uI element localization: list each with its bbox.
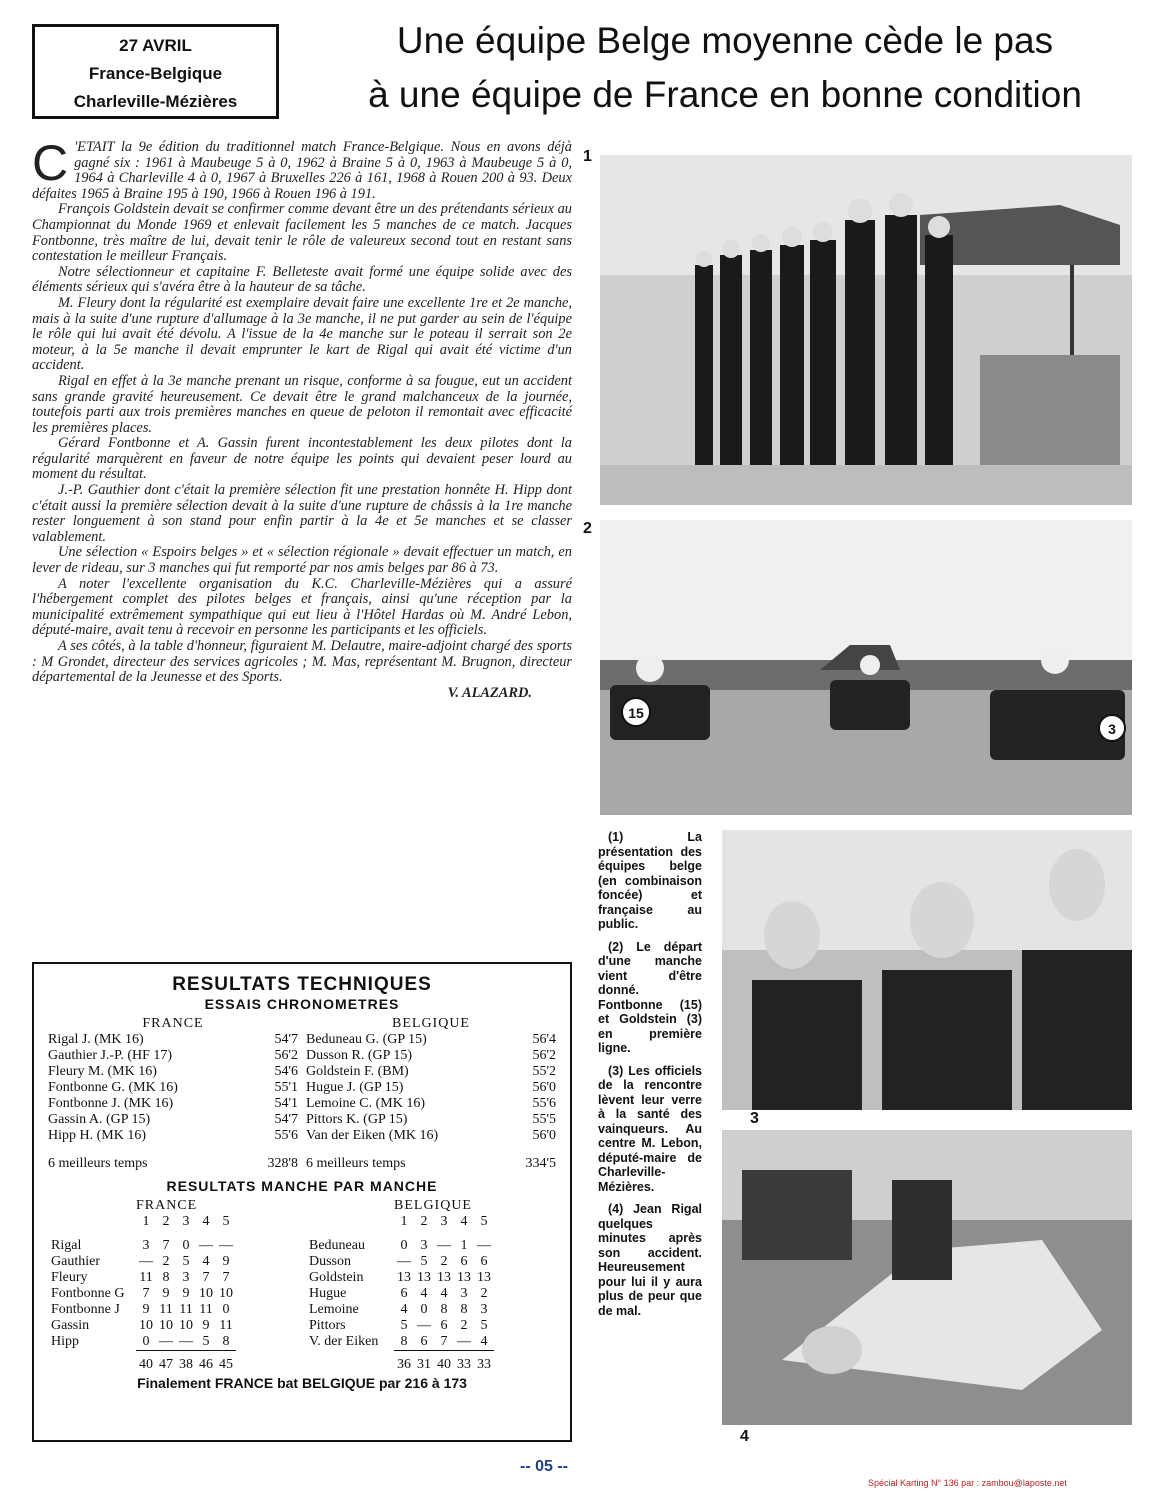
- photo-team-presentation: [600, 155, 1132, 505]
- results-title: RESULTATS TECHNIQUES: [172, 974, 432, 995]
- belgique-heats-label: BELGIQUE: [394, 1198, 472, 1213]
- table-row: Goldstein 13 13 13 13 13: [309, 1270, 491, 1285]
- caption-3: (3) Les officiels de la rencontre lèvent leur verre à la santé des vainqueurs. Au centre M. Lebon, député-maire de Charleville-Mézières.: [598, 1063, 702, 1194]
- table-row: Lemoine 4 0 8 8 3: [309, 1302, 488, 1317]
- table-row: Hipp 0 — — 5 8: [51, 1334, 230, 1350]
- final-result: Finalement FRANCE bat BELGIQUE par 216 à 173: [137, 1375, 467, 1391]
- drop-cap: C: [32, 135, 69, 191]
- belgique-heats: [306, 1194, 556, 1373]
- caption-1: (1) La présentation des équipes belge (en combinaison foncée) et française au public.: [598, 830, 702, 931]
- table-row: Gauthier — 2 5 4 9: [51, 1254, 230, 1269]
- article-paragraph: M. Fleury dont la régularité est exemplaire devait faire une excellente 1re et 2e manche, mais à la suite d'une rupture d'allumage à la 3e manche, il ne put garder au sein de l'équipe le rôle qui lui avait été dévolu. A l'issue de la 4e manche sur le poteau il serrait son 2e moteur, à la 5e manche il devait emprunter le kart de Rigal qui avait été victime d'un accident.: [32, 294, 572, 374]
- match-name: France-Belgique: [88, 64, 223, 83]
- results-box: [32, 962, 572, 1442]
- belgique-totals-row: 36 31 40 33 33: [306, 1351, 494, 1374]
- time-row: Beduneau G. (GP 15) 56'4: [306, 1032, 556, 1047]
- photo-race-start: [600, 520, 1132, 815]
- manche-title: RESULTATS MANCHE PAR MANCHE: [166, 1178, 438, 1194]
- essais-title: ESSAIS CHRONOMETRES: [204, 996, 400, 1012]
- photo-2-number: 2: [583, 520, 592, 537]
- time-row: Fontbonne J. (MK 16) 54'1: [48, 1096, 298, 1111]
- table-row: Dusson — 5 2 6 6: [309, 1254, 488, 1269]
- time-row: Lemoine C. (MK 16) 55'6: [306, 1096, 556, 1111]
- article-paragraph: J.-P. Gauthier dont c'était la première sélection fit une prestation honnête H. Hipp dont c'était aussi la première sélection devait à la suite d'une rupture de châssis à la 1re manche rester longuement à son stand pour enfin partir à la 4e et 5e manches et se classer valablement.: [32, 482, 572, 545]
- table-row: Pittors 5 — 6 2 5: [309, 1318, 488, 1333]
- france-times: [48, 1012, 298, 1172]
- time-row: Van der Eiken (MK 16) 56'0: [306, 1128, 556, 1143]
- caption-4: (4) Jean Rigal quelques minutes après son accident. Heureusement pour lui il y aura plus de peur que de mal.: [598, 1202, 702, 1318]
- article-paragraph: Une sélection « Espoirs belges » et « sélection régionale » devait effectuer un match, en lever de rideau, sur 3 manches qui fut remporté par nos amis belges par 86 à 73.: [32, 544, 572, 577]
- photo-4-number: 4: [740, 1428, 749, 1445]
- belgique-times: [306, 1012, 556, 1172]
- match-place: Charleville-Mézières: [73, 92, 238, 111]
- article-paragraph: C 'ETAIT la 9e édition du traditionnel match France-Belgique. Nous en avons déjà gagné six : 1961 à Maubeuge 5 à 0, 1962 à Braine 5 à 0, 1963 à Maubeuge 5 à 0, 1964 à Charleville 4 à 0, 1967 à Bruxelles 226 à 161, 1968 à Rouen 200 à 93. Deux défaites 1965 à Braine 195 à 190, 1966 à Rouen 196 à 191.: [32, 135, 572, 202]
- article-body: [32, 135, 572, 701]
- belgique-best: 6 meilleurs temps 334'5: [306, 1156, 556, 1171]
- france-heats: [48, 1194, 298, 1373]
- headline-line-2: à une équipe de France en bonne condition: [368, 74, 1082, 115]
- time-row: Gassin A. (GP 15) 54'7: [48, 1112, 298, 1127]
- caption-2: (2) Le départ d'une manche vient d'être donné. Fontbonne (15) et Goldstein (3) en première ligne.: [598, 939, 702, 1055]
- time-row: Hugue J. (GP 15) 56'0: [306, 1080, 556, 1095]
- time-row: Fleury M. (MK 16) 54'6: [48, 1064, 298, 1079]
- page-number: -- 05 --: [520, 1458, 568, 1475]
- table-row: Fleury 11 8 3 7 7: [51, 1270, 230, 1285]
- table-row: V. der Eiken 8 6 7 — 4: [309, 1334, 488, 1350]
- article-paragraph: Notre sélectionneur et capitaine F. Belleteste avait formé une équipe solide avec des éléments sérieux qui s'avéra être à la hauteur de sa tâche.: [32, 263, 572, 296]
- article-paragraph: Gérard Fontbonne et A. Gassin furent incontestablement les deux pilotes dont la régularité marquèrent en faveur de notre équipe les points qui devaient peser lourd au moment du résultat.: [32, 435, 572, 483]
- belgique-label: BELGIQUE: [392, 1016, 470, 1031]
- france-heats-label: FRANCE: [136, 1198, 198, 1213]
- table-row: Rigal 3 7 0 — —: [51, 1238, 233, 1253]
- photo-officials-toast: [722, 830, 1132, 1110]
- photo-2-image: [600, 520, 1132, 815]
- photo-1-image: [600, 155, 1132, 505]
- france-best: 6 meilleurs temps 328'8: [48, 1156, 298, 1171]
- photo-3-image: [722, 830, 1132, 1110]
- page-title: [300, 14, 1150, 122]
- article-paragraph: A ses côtés, à la table d'honneur, figuraient M. Delautre, maire-adjoint chargé des sports : M Grondet, directeur des services agricoles ; M. Mas, représentant M. Brugnon, directeur départemental de la Jeunesse et des Sports.: [32, 638, 572, 686]
- time-row: Rigal J. (MK 16) 54'7: [48, 1032, 298, 1047]
- article-paragraph: François Goldstein devait se confirmer comme devant être un des prétendants sérieux au Championnat du Monde 1969 et enlevait facilement les 5 manches de ce match. Jacques Fontbonne, très maître de lui, devait tenir le rôle de valeureux second tout en restant sans contestation le meilleur Français.: [32, 201, 572, 265]
- time-row: Fontbonne G. (MK 16) 55'1: [48, 1080, 298, 1095]
- table-row: Hugue 6 4 4 3 2: [309, 1286, 488, 1301]
- table-row: Gassin 10 10 10 9 11: [51, 1318, 233, 1333]
- footer-credit: Spécial Karting N° 136 par : zambou@laposte.net: [868, 1478, 1067, 1488]
- table-row: Fontbonne G 7 9 9 10 10: [51, 1286, 233, 1301]
- france-heat-table: 1 2 3 4 5 Rigal 3 7 0 — — Gauthier — 2 5 4 9 Fleury 11 8 3 7 7 Fontbonne G 7 9 9 10 10 Fontbonne J 9 11 11 11 0 Gassin 10 10 10 9 11 Hipp 0 — — 5 8 40 47 38 46 45: [48, 1214, 236, 1373]
- time-row: Pittors K. (GP 15) 55'5: [306, 1112, 556, 1127]
- time-row: Hipp H. (MK 16) 55'6: [48, 1128, 298, 1143]
- kart-number-3: 3: [1108, 721, 1116, 737]
- time-row: Dusson R. (GP 15) 56'2: [306, 1048, 556, 1063]
- photo-1-number: 1: [583, 148, 592, 165]
- table-row: Beduneau 0 3 — 1 —: [309, 1238, 491, 1253]
- photo-rigal-accident: [722, 1130, 1132, 1425]
- france-totals-row: 40 47 38 46 45: [48, 1351, 236, 1374]
- time-row: Gauthier J.-P. (HF 17) 56'2: [48, 1048, 298, 1063]
- photo-captions: [598, 830, 702, 1326]
- article-paragraph: A noter l'excellente organisation du K.C. Charleville-Mézières qui a assuré l'hébergement complet des pilotes belges et français, ainsi qu'une réception par la municipalité extrêmement sympathique qui eut lieu à l'Hôtel Hardas où M. André Lebon, député-maire, avait tenu à recevoir en personne les participants et les officiels.: [32, 575, 572, 639]
- article-paragraph: Rigal en effet à la 3e manche prenant un risque, conforme à sa fougue, eut un accident sans grande gravité heureusement. Ce devait être le grand malchanceux de la journée, toutefois parti aux trois premières manches en queue de peloton il remontait avec efficacité les premières places.: [32, 372, 572, 436]
- belgique-heat-table: 1 2 3 4 5 Beduneau 0 3 — 1 — Dusson — 5 2 6 6 Goldstein 13 13 13 13 13 Hugue 6 4 4 3 2 Lemoine 4 0 8 8 3 Pittors 5 — 6 2 5 V. der Eiken 8 6 7 — 4 36 31 40 33 33: [306, 1214, 494, 1373]
- time-row: Goldstein F. (BM) 55'2: [306, 1064, 556, 1079]
- table-row: Fontbonne J 9 11 11 11 0: [51, 1302, 230, 1317]
- photo-3-number: 3: [750, 1110, 759, 1127]
- author-signature: V. ALAZARD.: [447, 684, 532, 701]
- date: 27 AVRIL: [119, 36, 192, 55]
- france-label: FRANCE: [142, 1016, 204, 1031]
- photo-4-image: [722, 1130, 1132, 1425]
- date-box: [32, 24, 279, 119]
- kart-number-15: 15: [628, 705, 644, 721]
- headline-line-1: Une équipe Belge moyenne cède le pas: [396, 20, 1054, 61]
